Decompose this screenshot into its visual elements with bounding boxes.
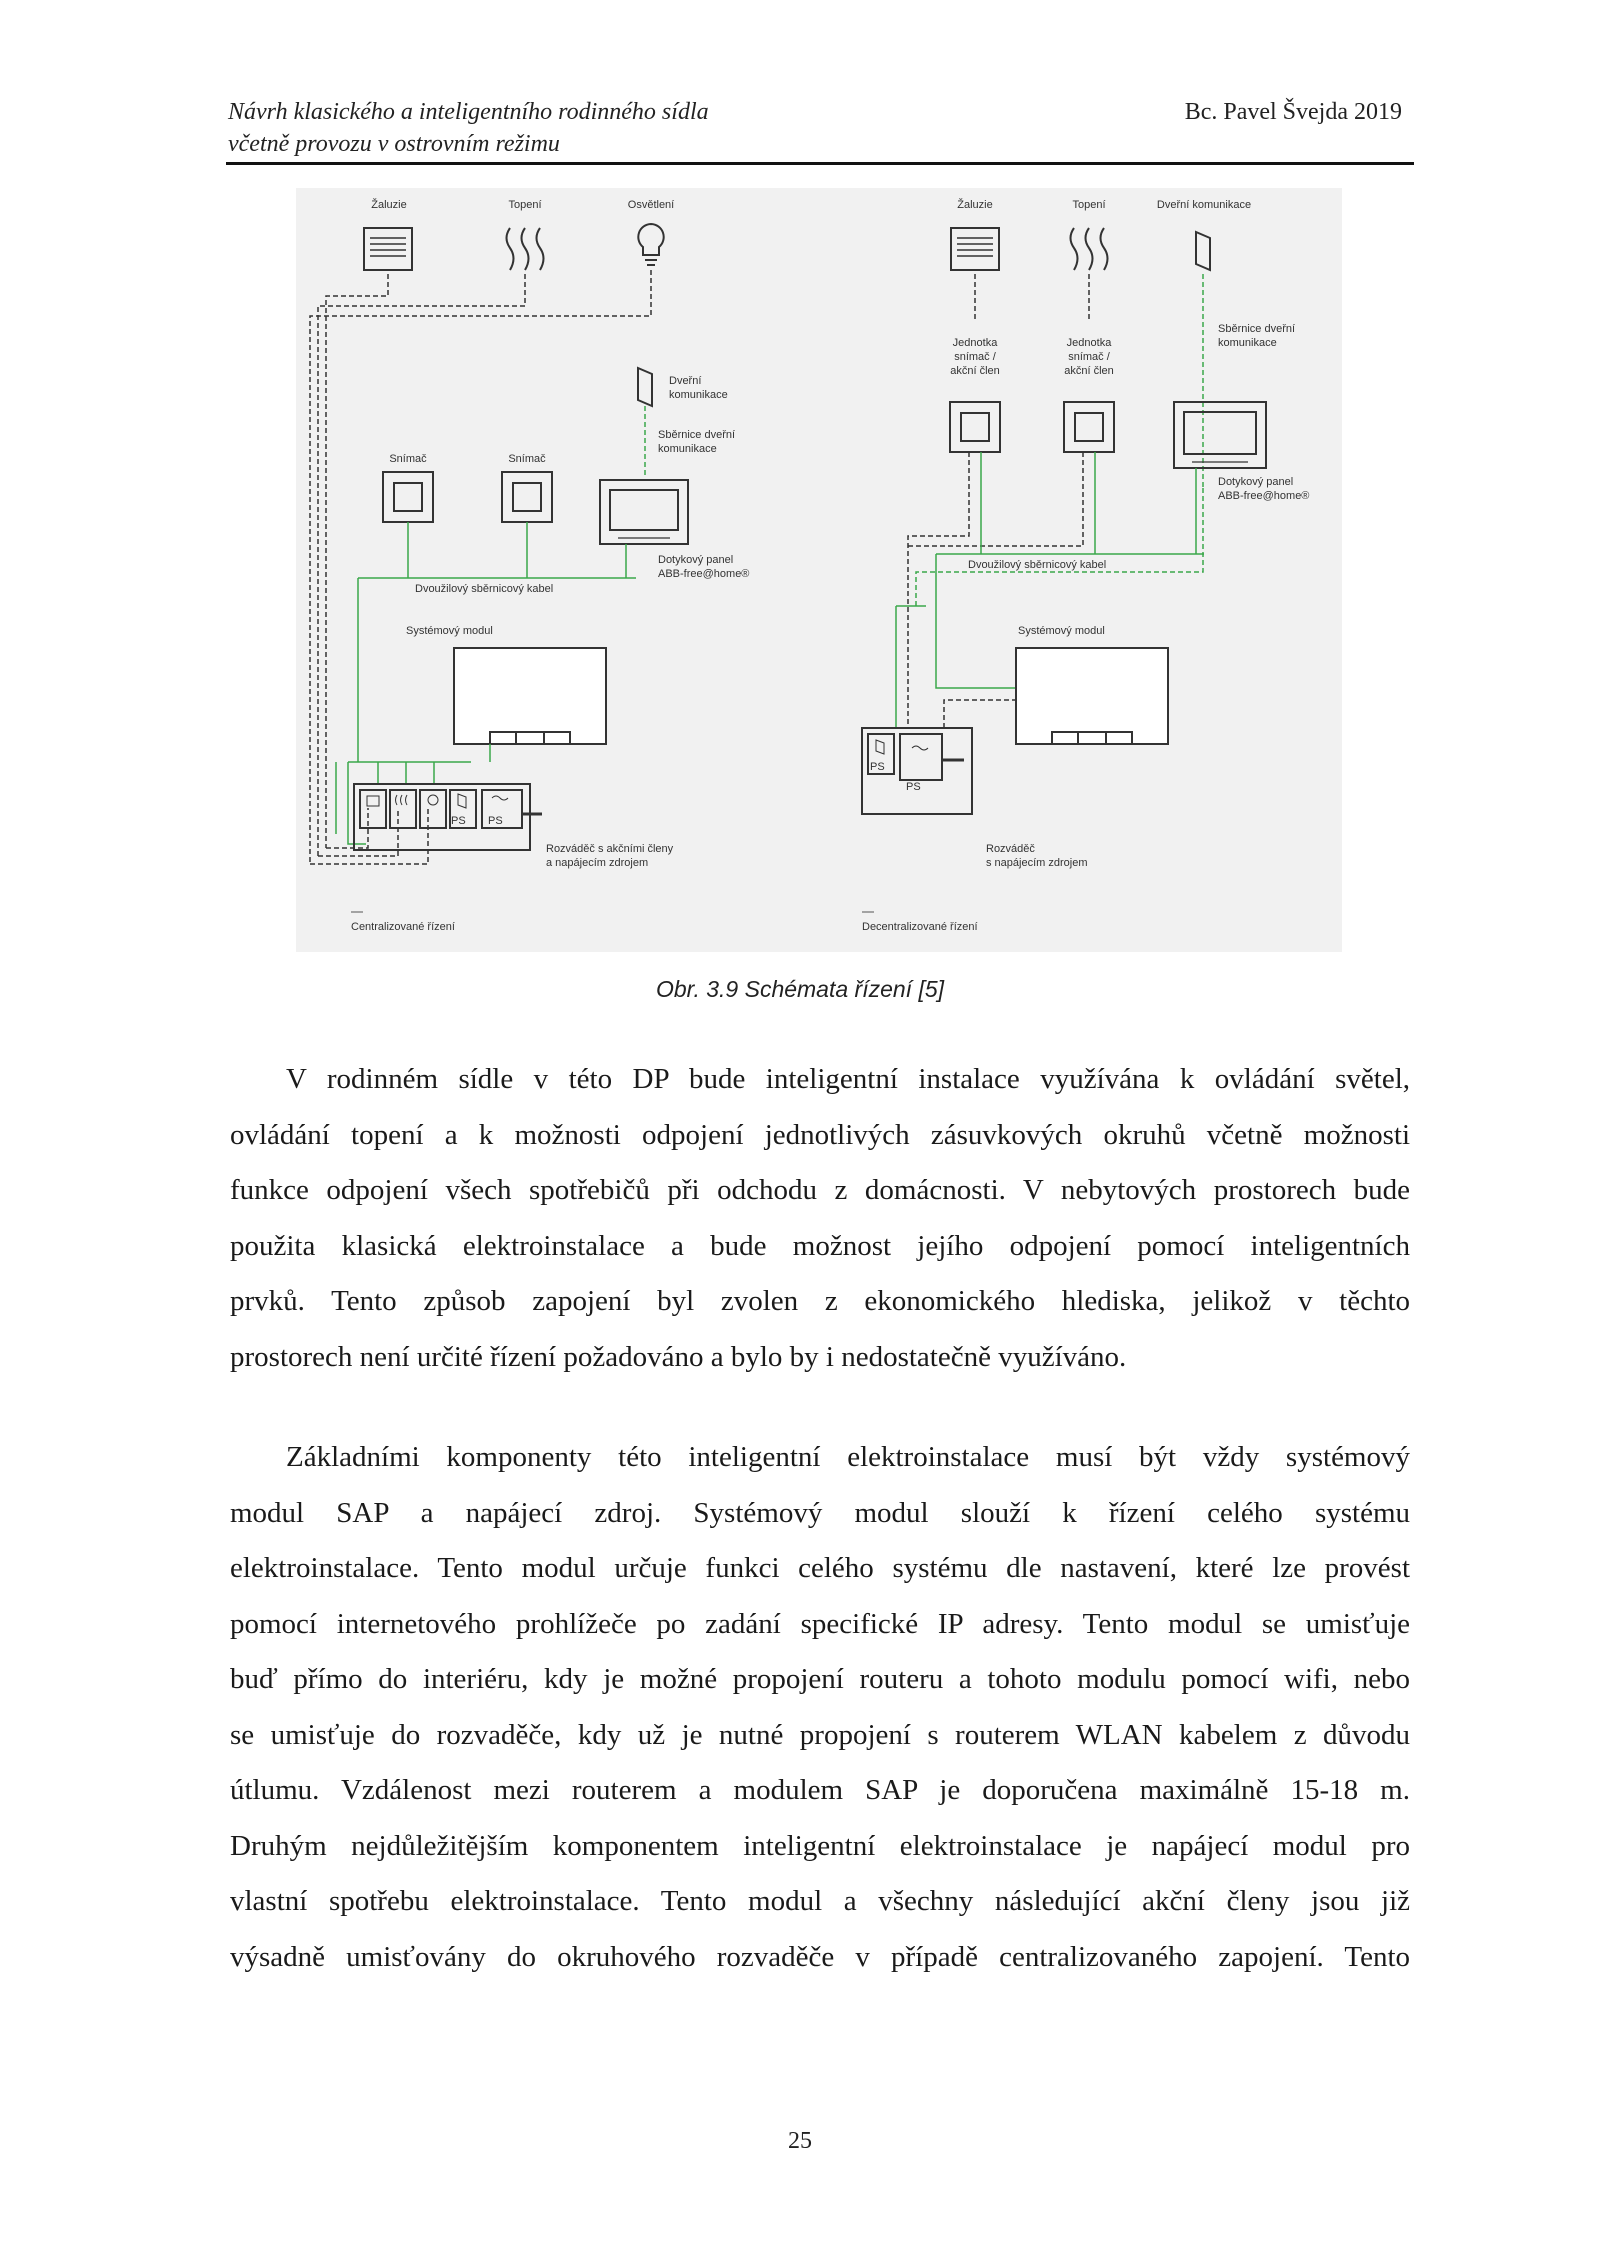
paragraph-1-line: použita klasická elektroinstalace a bude možnost jejího odpojení pomocí inteligentních [230,1229,1410,1262]
paragraph-2-line: Základními komponenty této inteligentní elektroinstalace musí být vždy systémový [286,1441,1410,1473]
label-centralized: Centralizované řízení [351,921,455,933]
running-header-title [228,96,709,160]
label-sbernice-left-1: Sběrnice dveřní [658,429,736,441]
label-dverni-left-2: komunikace [669,389,728,401]
label-rozvadec-right-2: s napájecím zdrojem [986,857,1088,869]
label-topeni-right: Topení [1072,199,1106,211]
label-sbernice-right-2: komunikace [1218,337,1277,349]
paragraph-1-line: funkce odpojení všech spotřebičů při odchodu z domácnosti. V nebytových prostorech bude [230,1174,1410,1206]
paragraph-2-line: vlastní spotřebu elektroinstalace. Tento modul a všechny následující akční členy jsou již [230,1885,1410,1917]
paragraph-1-line: prvků. Tento způsob zapojení byl zvolen z ekonomického hlediska, jelikož v těchto [230,1285,1410,1317]
figure-caption: Obr. 3.9 Schémata řízení [5] [655,976,945,1002]
page-number: 25 [788,2128,812,2154]
label-dverni-left-1: Dveřní [669,375,702,387]
running-header-author: Bc. Pavel Švejda 2019 [1184,99,1402,125]
label-panel-left-1: Dotykový panel [658,554,734,566]
header-rule [226,162,1414,165]
label-sbernice-left-2: komunikace [658,443,717,455]
header-title-line2: včetně provozu v ostrovním režimu [228,131,560,157]
label-snimac-left-2: Snímač [508,453,546,465]
system-module-left [454,648,606,744]
label-decentralized: Decentralizované řízení [862,921,978,933]
paragraph-2 [230,1430,1410,1985]
label-topeni-left: Topení [508,199,542,211]
label-rozvadec-right-1: Rozváděč [986,843,1035,855]
label-ps-left-2: PS [488,815,503,827]
label-zaluzie-left: Žaluzie [371,199,407,211]
label-ps-right-2: PS [906,781,921,793]
header-title-line1: Návrh klasického a inteligentního rodinného sídla [228,99,709,125]
label-dverni-right: Dveřní komunikace [1156,199,1252,211]
label-rozvadec-left-2: a napájecím zdrojem [546,857,649,869]
label-rozvadec-left-1: Rozváděč s akčními členy [546,843,674,855]
paragraph-2-line: se umisťuje do rozvaděče, kdy už je nutné propojení s routerem WLAN kabelem z důvodu [230,1718,1410,1751]
label-jednotka2-3: akční člen [1064,365,1114,377]
label-jednotka1-2: snímač / [954,351,996,363]
label-snimac-left-1: Snímač [389,453,427,465]
paragraph-1 [230,1052,1410,1385]
paragraph-2-line: elektroinstalace. Tento modul určuje funkci celého systému dle nastavení, které lze provést [230,1552,1410,1584]
label-ps-left-1: PS [451,815,466,827]
label-panel-right-2: ABB-free@home® [1218,490,1310,502]
label-jednotka1-3: akční člen [950,365,1000,377]
label-panel-right-1: Dotykový panel [1218,476,1294,488]
paragraph-2-line: pomocí internetového prohlížeče po zadání specifické IP adresy. Tento modul se umisťuje [230,1607,1410,1640]
label-jednotka1-1: Jednotka [952,337,998,349]
paragraph-2-line: buď přímo do interiéru, kdy je možné propojení routeru a tohoto modulu pomocí wifi, nebo [230,1663,1410,1695]
label-sbernice-right-1: Sběrnice dveřní [1218,323,1296,335]
paragraph-2-line: modul SAP a napájecí zdroj. Systémový modul slouží k řízení celého systému [230,1496,1410,1529]
label-modul-left: Systémový modul [406,625,493,637]
figure-background [296,188,1342,952]
label-ps-right-1: PS [870,761,885,773]
control-schemes-figure [296,188,1342,952]
label-jednotka2-1: Jednotka [1066,337,1112,349]
label-kabel-right: Dvoužilový sběrnicový kabel [968,559,1107,571]
paragraph-1-line: prostorech není určité řízení požadováno a bylo by i nedostatečně využíváno. [230,1340,1127,1373]
paragraph-2-line: útlumu. Vzdálenost mezi routerem a modulem SAP je doporučena maximálně 15-18 m. [230,1774,1410,1806]
paragraph-2-line: Druhým nejdůležitějším komponentem inteligentní elektroinstalace je napájecí modul pro [230,1829,1410,1862]
label-jednotka2-2: snímač / [1068,351,1110,363]
label-panel-left-2: ABB-free@home® [658,568,750,580]
paragraph-2-line: výsadně umisťovány do okruhového rozvaděče v případě centralizovaného zapojení. Tento [230,1940,1410,1973]
label-modul-right: Systémový modul [1018,625,1105,637]
system-module-right [1016,648,1168,744]
label-zaluzie-right: Žaluzie [957,199,993,211]
label-kabel-left: Dvoužilový sběrnicový kabel [415,583,554,595]
paragraph-1-line: V rodinném sídle v této DP bude inteligentní instalace využívána k ovládání světel, [286,1063,1410,1095]
paragraph-1-line: ovládání topení a k možnosti odpojení jednotlivých zásuvkových okruhů včetně možnosti [230,1118,1410,1151]
label-osvetleni-left: Osvětlení [627,199,675,211]
